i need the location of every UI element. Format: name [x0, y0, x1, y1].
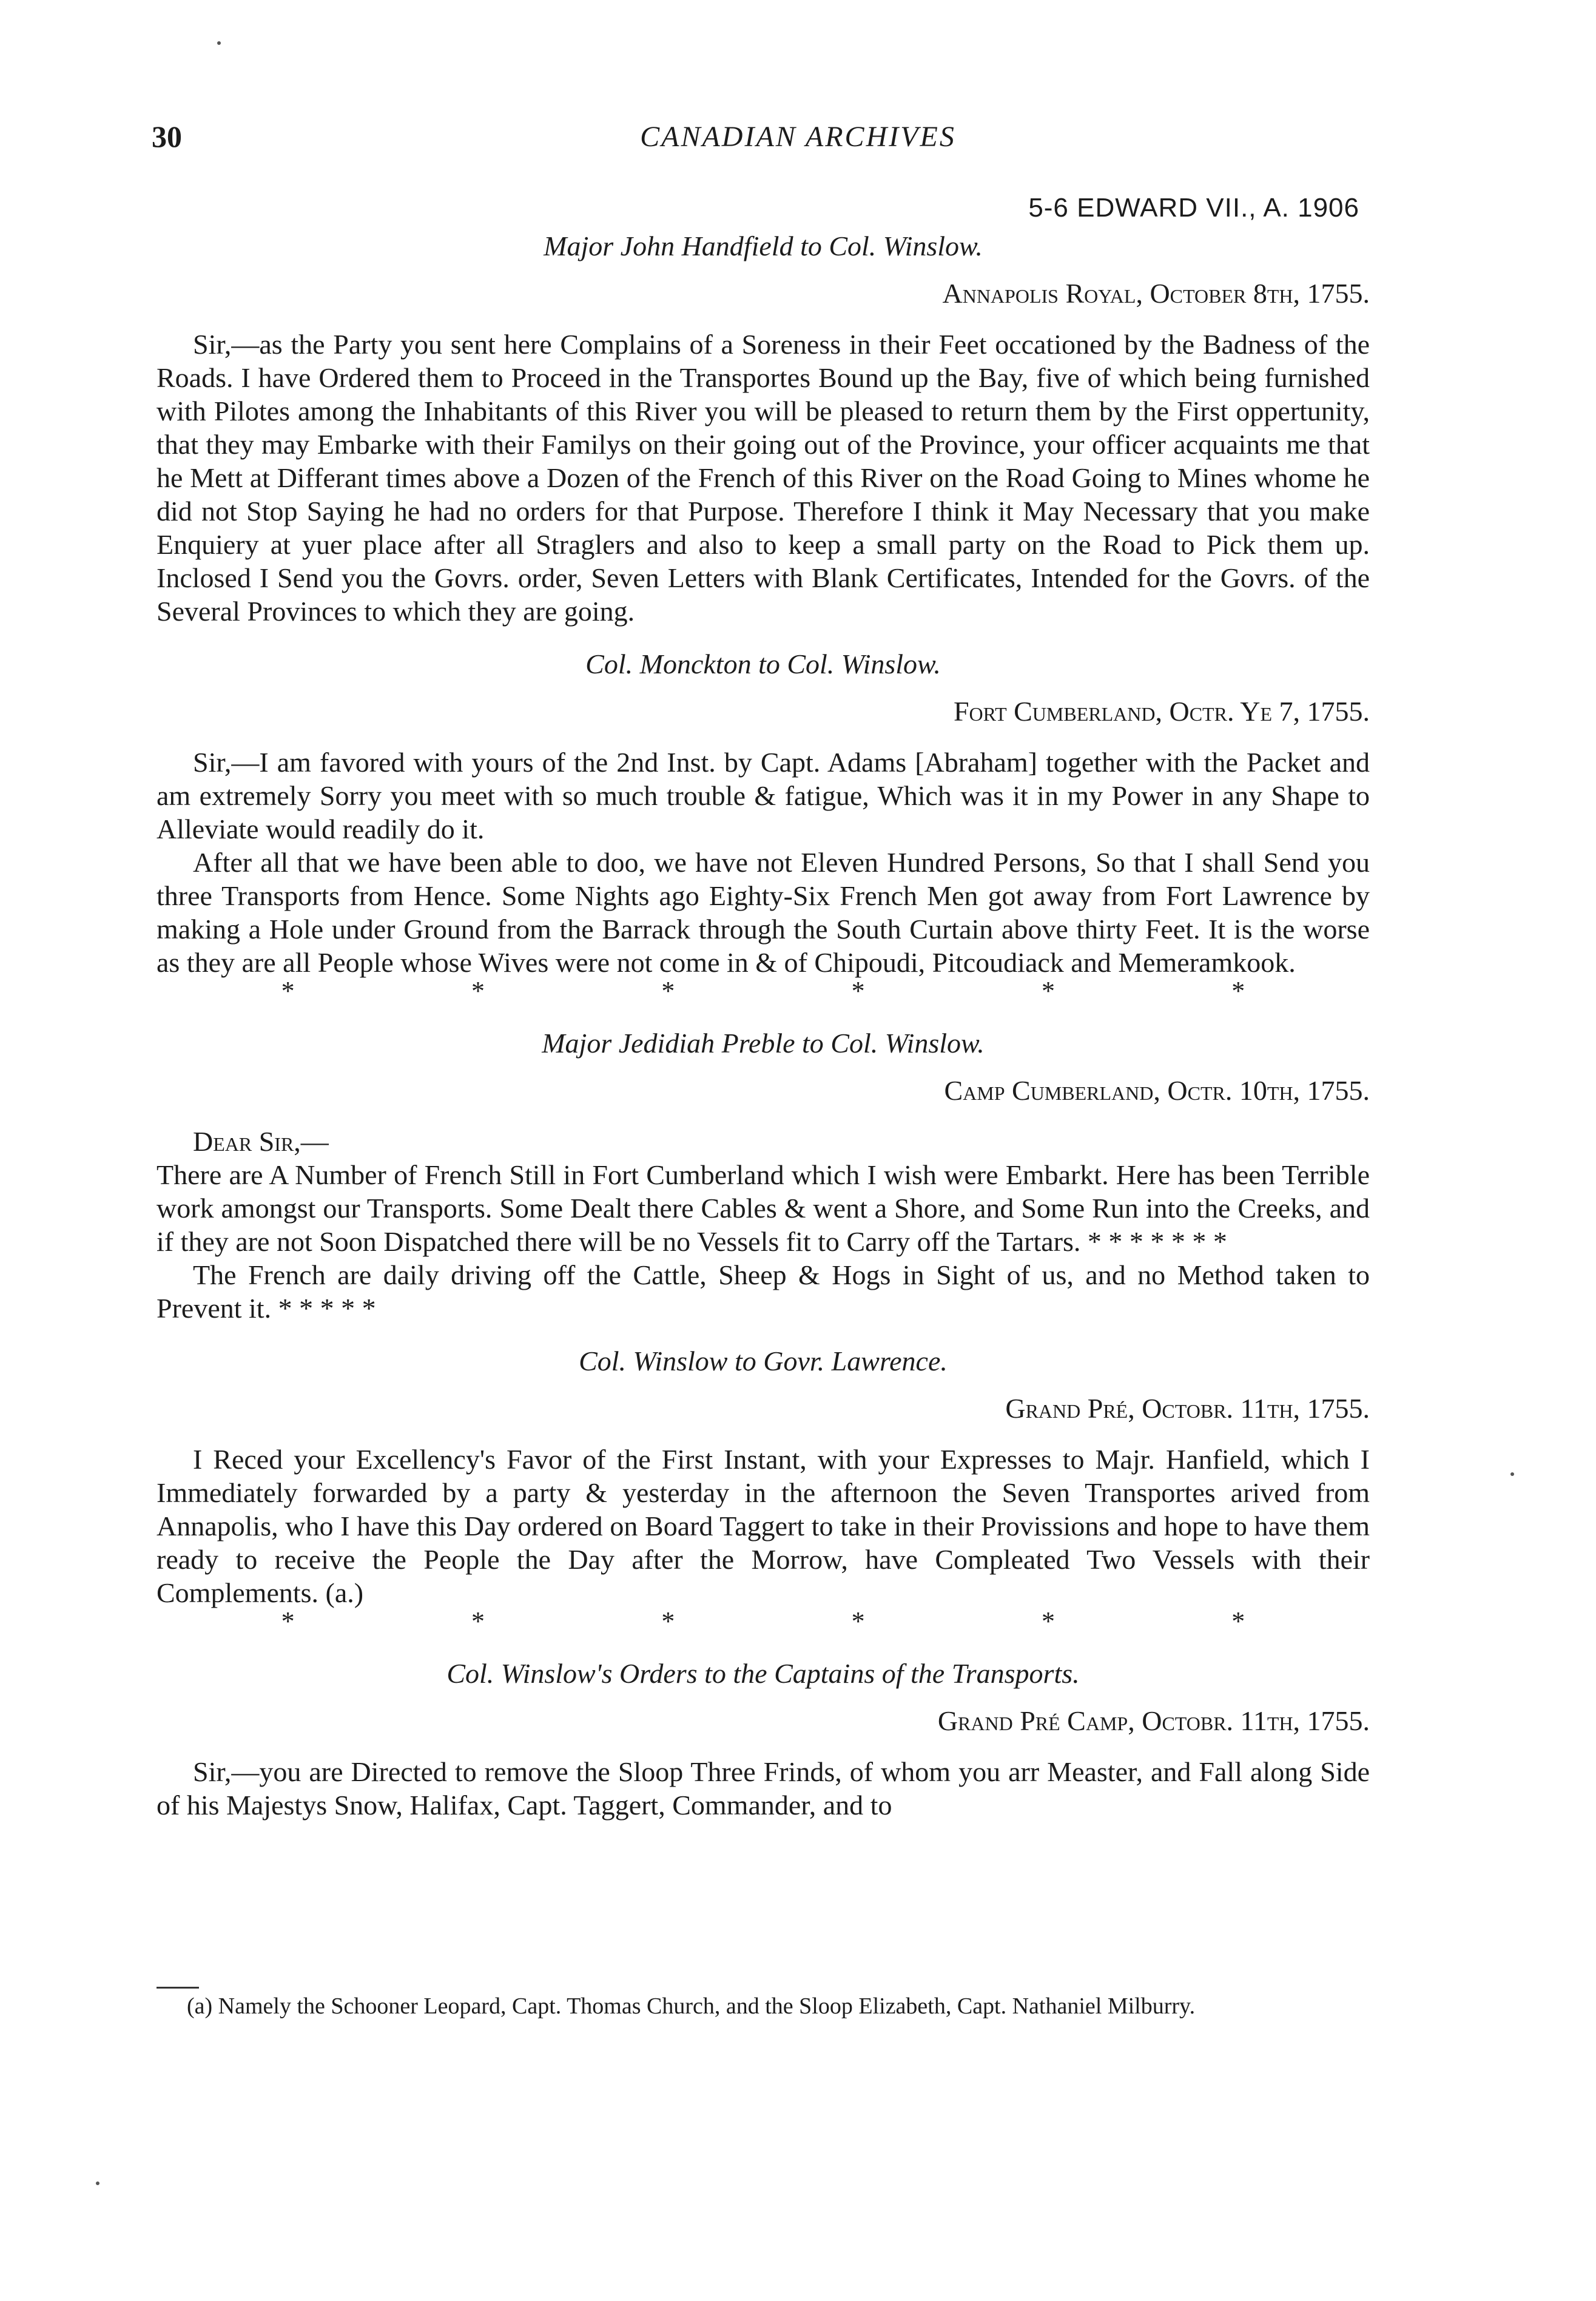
letter-title: Major John Handfield to Col. Winslow.: [544, 231, 983, 261]
star: *: [1231, 1606, 1245, 1636]
letter-title: Col. Winslow to Govr. Lawrence.: [579, 1346, 948, 1376]
letter-monckton-to-winslow: [157, 646, 1370, 1006]
page-number: 30: [152, 120, 182, 153]
letter-paragraph: I Reced your Excellency's Favor of the First Instant, with your Expresses to Majr. Hanfield, which I Immediately forwarded by a party & yesterday in the afternoon the Seven Transportes arived from Annapolis, who I have this Day ordered on Board Taggert to take in their Provissions and hope to have them ready to receive the People the Day after the Morrow, have Compleated Two Vessels with their Complements. (a.): [157, 1444, 1370, 1608]
scan-mark: [217, 41, 221, 45]
omission-stars: [157, 1606, 1370, 1636]
letter-title: Major Jedidiah Preble to Col. Winslow.: [542, 1028, 985, 1059]
star: *: [851, 976, 865, 1006]
session-line: 5-6 EDWARD VII., A. 1906: [1028, 193, 1359, 223]
letter-winslow-orders-to-captains: [157, 1656, 1370, 1822]
letter-preble-to-winslow: [157, 1025, 1370, 1325]
star: *: [1041, 1606, 1055, 1636]
letter-paragraph: Sir,—you are Directed to remove the Sloop Three Frinds, of whom you arr Measter, and Fall along Side of his Majestys Snow, Halifax, Capt. Taggert, Commander, and to: [157, 1756, 1370, 1821]
letter-title: Col. Monckton to Col. Winslow.: [585, 649, 941, 679]
letter-salutation: Dear Sir,—: [193, 1126, 329, 1157]
star: *: [661, 1606, 675, 1636]
scan-mark: [1510, 1472, 1514, 1476]
letter-dateline: Fort Cumberland, Octr. Ye 7, 1755.: [953, 696, 1370, 727]
star: *: [1231, 976, 1245, 1006]
star: *: [281, 976, 295, 1006]
footnote-rule: [157, 1987, 199, 1989]
letter-paragraph: There are A Number of French Still in Fort Cumberland which I wish were Embarkt. Here has been Terrible work amongst our Transports. Some Dealt there Cables & went a Shore, and Some Run into the Creeks, and if they are not Soon Dispatched there will be no Vessels fit to Carry off the Tartars. * * * * * * *: [157, 1159, 1370, 1257]
running-head: CANADIAN ARCHIVES: [640, 121, 956, 153]
omission-stars: [157, 976, 1370, 1006]
page-body: [157, 228, 1370, 1840]
letter-dateline: Grand Pré, Octobr. 11th, 1755.: [1005, 1393, 1370, 1424]
star: *: [1041, 976, 1055, 1006]
letter-paragraph: Sir,—I am favored with yours of the 2nd Inst. by Capt. Adams [Abraham] together with the Packet and am extremely Sorry you meet with so much trouble & fatigue, Which was it in my Power in any Shape to Alleviate would readily do it.: [157, 747, 1370, 844]
letter-dateline: Camp Cumberland, Octr. 10th, 1755.: [944, 1075, 1370, 1106]
letter-paragraph: The French are daily driving off the Cattle, Sheep & Hogs in Sight of us, and no Method taken to Prevent it. * * * * *: [157, 1259, 1370, 1324]
star: *: [661, 976, 675, 1006]
footnote: (a) Namely the Schooner Leopard, Capt. Thomas Church, and the Sloop Elizabeth, Capt. Nathaniel Milburry.: [187, 1993, 1196, 2019]
letter-winslow-to-lawrence: [157, 1343, 1370, 1634]
star: *: [471, 1606, 485, 1636]
letter-handfield-to-winslow: [157, 228, 1370, 628]
star: *: [471, 976, 485, 1006]
star: *: [281, 1606, 295, 1636]
letter-paragraph: Sir,—as the Party you sent here Complains of a Soreness in their Feet occationed by the Badness of the Roads. I have Ordered them to Proceed in the Transportes Bound up the Bay, five of which being furnished with Pilotes among the Inhabitants of this River you will be pleased to return them by the First oppertunity, that they may Embarke with their Familys on their going out of the Province, your officer acquaints me that he Mett at Differant times above a Dozen of the French of this River on the Road Going to Mines whome he did not Stop Saying he had no orders for that Purpose. Therefore I think it May Necessary that you make Enquiery at yuer place after all Straglers and also to keep a small party on the Road to Pick them up. Inclosed I Send you the Govrs. order, Seven Letters with Blank Certificates, Intended for the Govrs. of the Several Provinces to which they are going.: [157, 329, 1370, 627]
letter-dateline: Annapolis Royal, October 8th, 1755.: [942, 278, 1370, 309]
letter-paragraph: After all that we have been able to doo, we have not Eleven Hundred Persons, So that I shall Send you three Transports from Hence. Some Nights ago Eighty-Six French Men got away from Fort Lawrence by making a Hole under Ground from the Barrack through the South Curtain above thirty Feet. It is the worse as they are all People whose Wives were not come in & of Chipoudi, Pitcoudiack and Memeramkook.: [157, 847, 1370, 978]
letter-dateline: Grand Pré Camp, Octobr. 11th, 1755.: [937, 1705, 1370, 1736]
scan-mark: [96, 2181, 99, 2185]
letter-title: Col. Winslow's Orders to the Captains of the Transports.: [446, 1658, 1080, 1689]
star: *: [851, 1606, 865, 1636]
